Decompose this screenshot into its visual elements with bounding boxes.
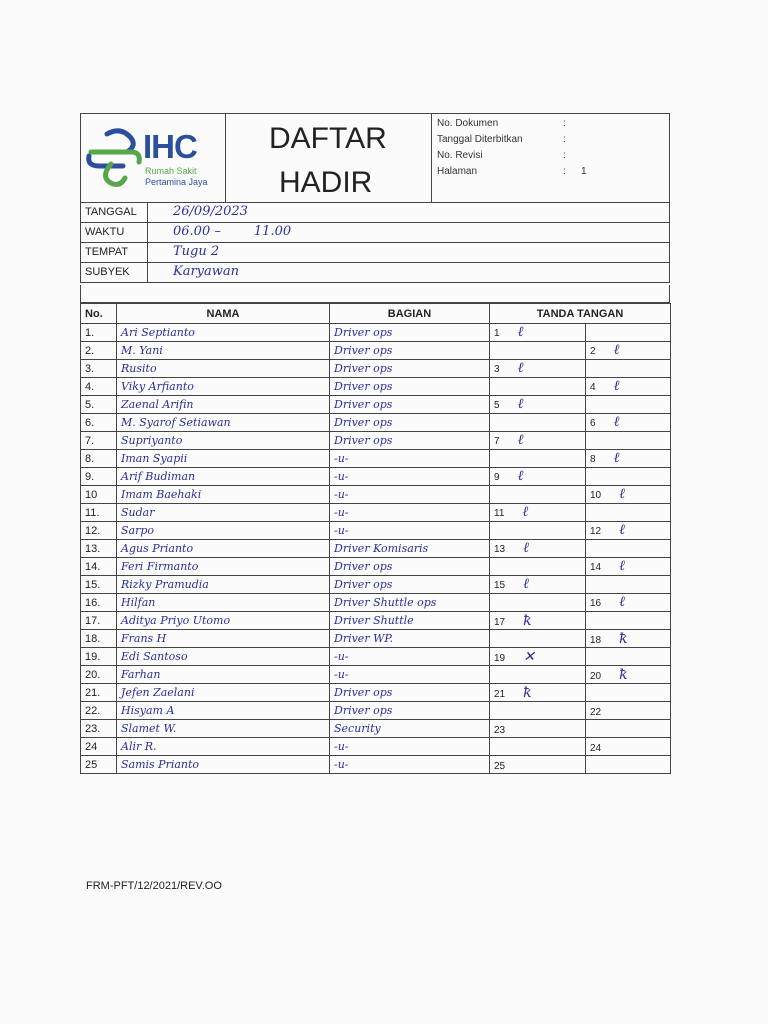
row-bagian: Driver WP. [330,630,490,648]
subyek-label: SUBYEK [85,266,130,278]
logo-subtitle-2: Pertamina Jaya [145,177,208,187]
signature-number: 6 [590,418,596,429]
row-nama: M. Yani [117,342,330,360]
row-number: 2. [81,342,117,360]
signature-number: 9 [494,472,500,483]
row-bagian: -u- [330,450,490,468]
table-row [81,666,671,684]
signature-number: 13 [494,544,506,555]
signature-number: 24 [590,742,602,754]
tanggal-value: 26/09/2023 [173,204,248,219]
signature-mark: ℓ [619,594,625,610]
signature-cell [586,522,671,540]
row-bagian: Driver Shuttle [330,612,490,630]
spacer-row [80,285,670,303]
signature-mark: ꝁ [619,666,628,683]
signature-mark: ℓ [523,576,529,592]
table-row [81,324,671,342]
signature-cell [490,360,586,378]
row-number: 19. [81,648,117,666]
table-row [81,612,671,630]
signature-cell [586,594,671,612]
tanggal-label: TANGGAL [85,206,137,218]
table-row [81,648,671,666]
logo-subtitle-1: Rumah Sakit [145,166,197,176]
signature-number: 23 [494,724,506,736]
row-number: 10 [81,486,117,504]
form-code: FRM-PFT/12/2021/REV.OO [86,880,222,892]
row-nama: Arif Budiman [117,468,330,486]
row-nama: Sudar [117,504,330,522]
signature-cell [490,612,586,630]
table-row [81,468,671,486]
signature-cell-empty [490,342,586,360]
table-row [81,720,671,738]
row-nama: Farhan [117,666,330,684]
row-bagian: -u- [330,522,490,540]
table-row [81,450,671,468]
row-bagian: Driver ops [330,378,490,396]
signature-mark: ℓ [619,558,625,574]
info-row-subyek [81,263,669,282]
signature-number: 22 [590,706,602,718]
row-nama: Ari Septianto [117,324,330,342]
title-line-1: DAFTAR [269,122,387,155]
info-row-tempat [81,243,669,263]
signature-cell-empty [586,504,671,522]
meta-colon: : [563,134,566,145]
signature-cell-empty [490,702,586,720]
row-bagian: Driver ops [330,324,490,342]
signature-number: 15 [494,580,506,591]
row-number: 13. [81,540,117,558]
col-header-bagian: BAGIAN [330,304,490,324]
table-row [81,360,671,378]
row-nama: Edi Santoso [117,648,330,666]
row-number: 7. [81,432,117,450]
signature-number: 4 [590,382,596,393]
table-row [81,594,671,612]
signature-mark: ꝁ [523,612,532,629]
table-row [81,558,671,576]
signature-cell [586,486,671,504]
signature-number: 14 [590,562,602,573]
signature-cell [490,720,586,738]
signature-number: 10 [590,490,602,501]
row-number: 23. [81,720,117,738]
row-bagian: Driver Shuttle ops [330,594,490,612]
table-row [81,486,671,504]
meta-value: 1 [581,166,587,177]
signature-number: 2 [590,346,596,357]
row-number: 5. [81,396,117,414]
signature-mark: ℓ [517,360,524,376]
waktu-value: 06.00 – 11.00 [173,224,292,239]
signature-cell-empty [586,396,671,414]
signature-cell-empty [490,486,586,504]
table-body [81,324,671,774]
row-number: 9. [81,468,117,486]
signature-cell [490,432,586,450]
signature-number: 21 [494,688,506,700]
row-nama: Aditya Priyo Utomo [117,612,330,630]
tempat-value: Tugu 2 [173,244,220,259]
waktu-label: WAKTU [85,226,125,238]
signature-cell-empty [490,630,586,648]
row-number: 12. [81,522,117,540]
signature-cell-empty [586,468,671,486]
row-nama: Viky Arfianto [117,378,330,396]
signature-cell-empty [586,612,671,630]
info-row-tanggal [81,203,669,223]
signature-mark: ℓ [517,468,524,484]
ihc-logo-icon [85,126,145,188]
row-nama: Jefen Zaelani [117,684,330,702]
signature-cell-empty [586,432,671,450]
row-number: 15. [81,576,117,594]
signature-number: 7 [494,436,500,447]
signature-mark: ꝁ [619,630,628,647]
signature-cell-empty [490,738,586,756]
table-row [81,756,671,774]
signature-cell [490,684,586,702]
tempat-label: TEMPAT [85,246,128,258]
meta-label: Tanggal Diterbitkan [437,134,523,145]
row-nama: Sarpo [117,522,330,540]
row-bagian: -u- [330,648,490,666]
signature-number: 3 [494,364,500,375]
row-nama: M. Syarof Setiawan [117,414,330,432]
signature-number: 18 [590,634,602,646]
meta-label: Halaman [437,166,478,177]
row-nama: Agus Prianto [117,540,330,558]
row-nama: Slamet W. [117,720,330,738]
signature-mark: ℓ [619,522,625,538]
row-bagian: Driver ops [330,396,490,414]
signature-mark: ℓ [517,432,524,448]
row-nama: Hilfan [117,594,330,612]
signature-cell-empty [586,684,671,702]
signature-cell-empty [586,648,671,666]
signature-cell [586,342,671,360]
signature-cell [490,396,586,414]
row-bagian: Driver ops [330,558,490,576]
signature-cell-empty [586,540,671,558]
signature-cell-empty [586,720,671,738]
meta-colon: : [563,150,566,161]
signature-cell [586,702,671,720]
signature-mark: ꝁ [523,684,532,701]
row-nama: Hisyam A [117,702,330,720]
signature-cell-empty [490,666,586,684]
signature-number: 8 [590,454,596,465]
table-row [81,414,671,432]
row-number: 24 [81,738,117,756]
info-section [80,203,670,283]
signature-cell [586,666,671,684]
signature-number: 25 [494,760,506,772]
row-number: 17. [81,612,117,630]
signature-number: 19 [494,652,506,664]
row-number: 8. [81,450,117,468]
row-nama: Frans H [117,630,330,648]
row-bagian: -u- [330,504,490,522]
row-number: 11. [81,504,117,522]
signature-cell [586,558,671,576]
row-bagian: Driver ops [330,360,490,378]
attendance-table [80,303,671,774]
table-row [81,576,671,594]
signature-cell-empty [490,522,586,540]
table-row [81,432,671,450]
row-number: 21. [81,684,117,702]
signature-mark: ℓ [517,396,524,412]
row-nama: Iman Syapii [117,450,330,468]
signature-number: 11 [494,508,505,519]
logo-text: IHC [143,128,197,165]
row-bagian: -u- [330,756,490,774]
table-row [81,396,671,414]
signature-mark: ℓ [522,504,529,520]
row-bagian: -u- [330,738,490,756]
row-number: 1. [81,324,117,342]
signature-number: 1 [494,328,500,339]
document-header [80,113,670,203]
row-nama: Imam Baehaki [117,486,330,504]
meta-label: No. Dokumen [437,118,499,129]
signature-mark: ℓ [523,540,529,556]
signature-cell [490,504,586,522]
signature-number: 20 [590,670,602,682]
table-row [81,738,671,756]
row-nama: Supriyanto [117,432,330,450]
row-number: 16. [81,594,117,612]
signature-mark: ℓ [613,378,620,394]
row-nama: Feri Firmanto [117,558,330,576]
row-bagian: Driver ops [330,414,490,432]
signature-mark: ✕ [523,648,535,665]
table-row [81,540,671,558]
row-bagian: -u- [330,486,490,504]
row-bagian: Driver ops [330,342,490,360]
table-row [81,684,671,702]
col-header-no: No. [81,304,117,324]
signature-mark: ℓ [613,414,620,430]
signature-cell [490,540,586,558]
signature-cell [586,738,671,756]
meta-label: No. Revisi [437,150,483,161]
row-number: 3. [81,360,117,378]
row-bagian: Driver Komisaris [330,540,490,558]
signature-cell [586,414,671,432]
signature-cell [490,648,586,666]
signature-number: 17 [494,616,506,628]
signature-cell-empty [490,378,586,396]
signature-cell-empty [490,594,586,612]
row-nama: Zaenal Arifin [117,396,330,414]
row-number: 20. [81,666,117,684]
row-nama: Samis Prianto [117,756,330,774]
row-bagian: -u- [330,666,490,684]
table-row [81,702,671,720]
signature-cell [490,468,586,486]
row-bagian: Driver ops [330,684,490,702]
signature-mark: ℓ [619,486,625,502]
row-number: 25 [81,756,117,774]
signature-cell [586,378,671,396]
col-header-ttd: TANDA TANGAN [490,304,671,324]
row-number: 22. [81,702,117,720]
title-area [225,114,432,202]
meta-colon: : [563,118,566,129]
col-header-nama: NAMA [117,304,330,324]
signature-number: 12 [590,526,602,537]
signature-cell [490,576,586,594]
document-meta [431,114,669,202]
signature-mark: ℓ [517,324,524,340]
row-nama: Alir R. [117,738,330,756]
signature-cell [586,630,671,648]
row-bagian: Security [330,720,490,738]
title-line-2: HADIR [279,166,373,199]
table-row [81,378,671,396]
logo-area [81,114,226,202]
table-row [81,504,671,522]
signature-cell-empty [490,450,586,468]
row-number: 18. [81,630,117,648]
signature-cell [490,324,586,342]
signature-mark: ℓ [613,450,620,466]
signature-cell-empty [586,756,671,774]
signature-cell [586,450,671,468]
table-row [81,342,671,360]
row-nama: Rizky Pramudia [117,576,330,594]
row-number: 4. [81,378,117,396]
row-number: 6. [81,414,117,432]
row-bagian: Driver ops [330,576,490,594]
signature-cell [490,756,586,774]
row-number: 14. [81,558,117,576]
subyek-value: Karyawan [173,264,240,279]
signature-number: 16 [590,598,602,609]
row-nama: Rusito [117,360,330,378]
row-bagian: Driver ops [330,702,490,720]
signature-mark: ℓ [613,342,620,358]
signature-cell-empty [490,414,586,432]
signature-cell-empty [586,324,671,342]
row-bagian: -u- [330,468,490,486]
signature-cell-empty [586,360,671,378]
table-header-row [81,304,671,324]
info-row-waktu [81,223,669,243]
meta-colon: : [563,166,566,177]
table-row [81,630,671,648]
signature-cell-empty [490,558,586,576]
signature-number: 5 [494,400,500,411]
table-row [81,522,671,540]
signature-cell-empty [586,576,671,594]
row-bagian: Driver ops [330,432,490,450]
